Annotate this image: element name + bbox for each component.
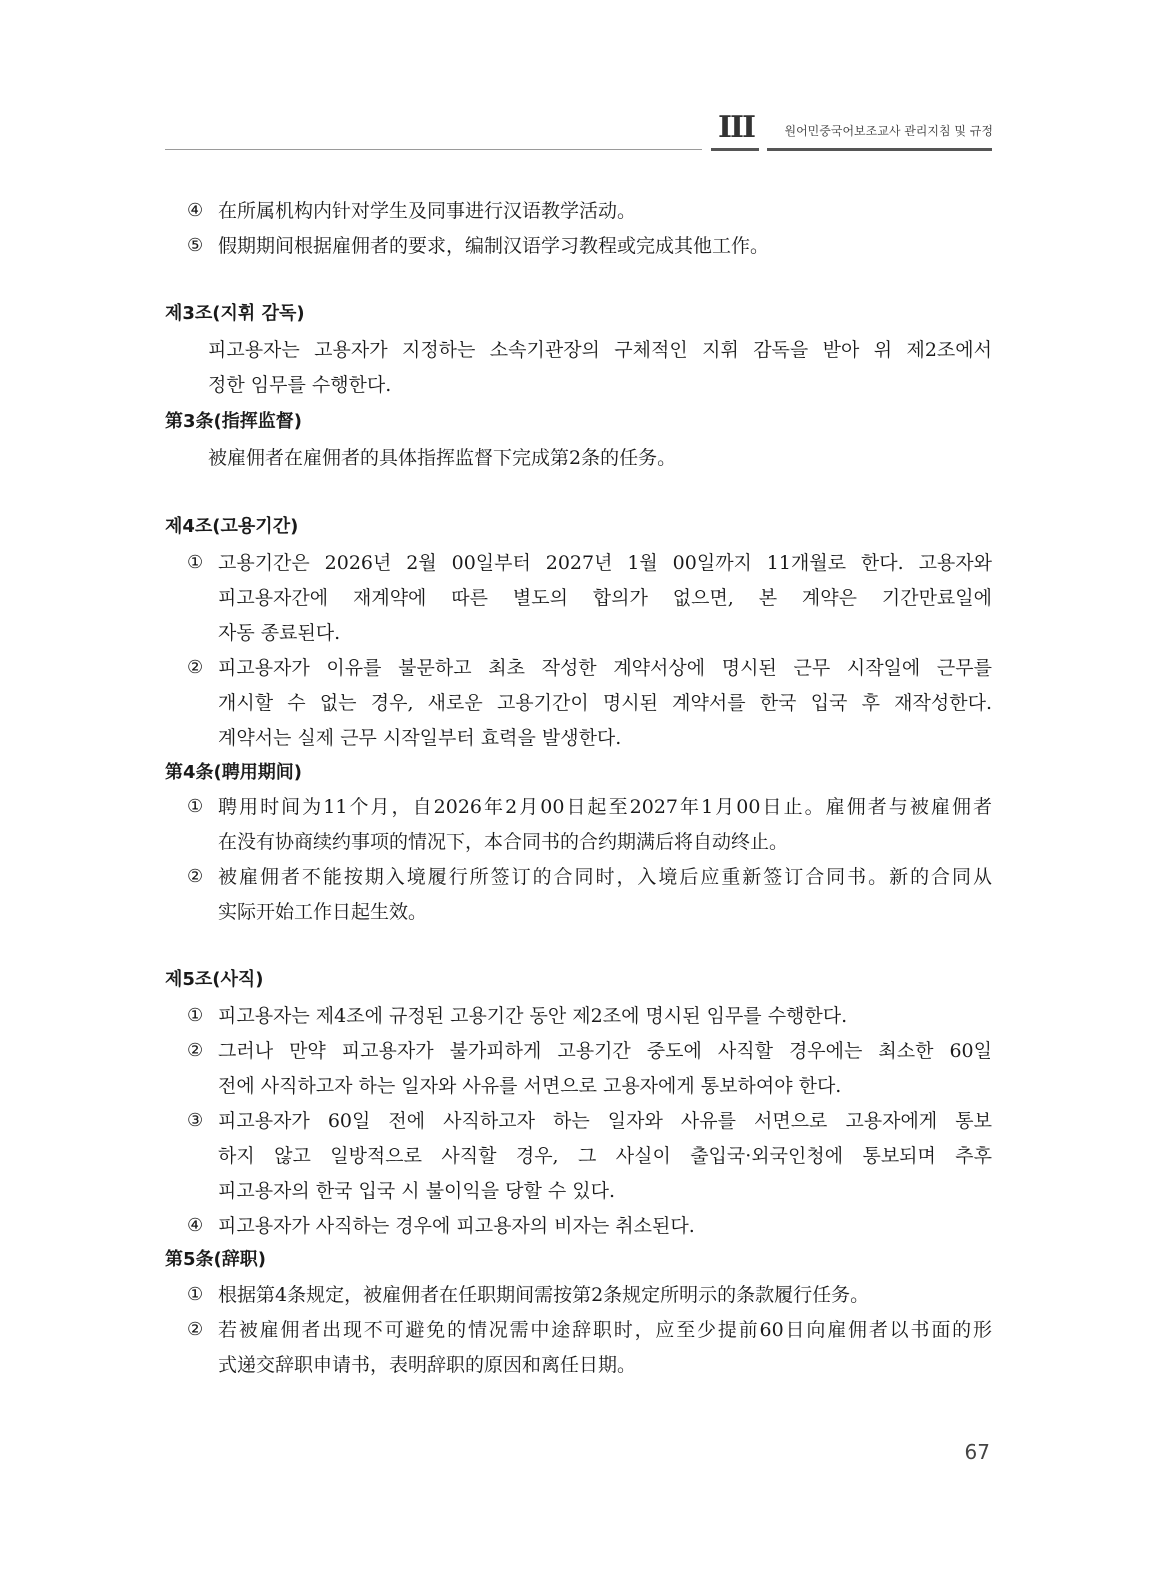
list-number: ① [187, 1005, 204, 1026]
article-5-heading-ko: 제5조(사직) [165, 969, 264, 990]
list-item-text: 在所属机构内针对学生及同事进行汉语教学活动。 [218, 200, 637, 222]
article-3-heading-ko: 제3조(지휘 감독) [165, 303, 305, 324]
article-3-text-ko: 피고용자는 고용자가 지정하는 소속기관장의 구체적인 지휘 감독을 받아 위 제2조에서 [208, 339, 992, 361]
section-number-rule [711, 148, 759, 151]
list-item-text: 피고용자의 한국 입국 시 불이익을 당할 수 있다. [218, 1180, 616, 1202]
list-number: ② [187, 1319, 204, 1340]
article-3-text-ko: 정한 임무를 수행한다. [208, 374, 392, 396]
list-item-text: 假期期间根据雇佣者的要求，编制汉语学习教程或完成其他工作。 [218, 235, 770, 257]
list-item-text: 피고용자는 제4조에 규정된 고용기간 동안 제2조에 명시된 임무를 수행한다. [218, 1005, 848, 1027]
article-3-text-zh: 被雇佣者在雇佣者的具体指挥监督下完成第2条的任务。 [208, 447, 677, 469]
article-4-heading-zh: 第4条(聘用期间) [165, 762, 302, 783]
list-item-text: 개시할 수 없는 경우, 새로운 고용기간이 명시된 계약서를 한국 입국 후 재작성한다. [218, 692, 992, 714]
list-item-text: 聘用时间为11个月，自2026年2月00日起至2027年1月00日止。雇佣者与被雇佣者 [218, 796, 992, 818]
section-number: III [717, 110, 755, 145]
list-number: ⑤ [187, 235, 204, 256]
list-number: ① [187, 552, 204, 573]
list-item-text: 그러나 만약 피고용자가 불가피하게 고용기간 중도에 사직할 경우에는 최소한 60일 [218, 1040, 992, 1062]
article-3-heading-zh: 第3条(指挥监督) [165, 411, 302, 432]
article-5-heading-zh: 第5条(辞职) [165, 1249, 266, 1270]
list-item-text: 式递交辞职申请书，表明辞职的原因和离任日期。 [218, 1354, 637, 1376]
list-item-text: 根据第4条规定，被雇佣者在任职期间需按第2条规定所明示的条款履行任务。 [218, 1284, 870, 1306]
list-item-text: 계약서는 실제 근무 시작일부터 효력을 발생한다. [218, 727, 622, 749]
list-item-text: 피고용자가 사직하는 경우에 피고용자의 비자는 취소된다. [218, 1215, 695, 1237]
list-item-text: 고용기간은 2026년 2월 00일부터 2027년 1월 00일까지 11개월로 한다. 고용자와 [218, 552, 992, 574]
list-item-text: 전에 사직하고자 하는 일자와 사유를 서면으로 고용자에게 통보하여야 한다. [218, 1075, 842, 1097]
list-number: ④ [187, 1215, 204, 1236]
list-item-text: 若被雇佣者出现不可避免的情况需中途辞职时，应至少提前60日向雇佣者以书面的形 [218, 1319, 992, 1341]
list-number: ② [187, 1040, 204, 1061]
page-number: 67 [964, 1440, 990, 1464]
running-header-title: 원어민중국어보조교사 관리지침 및 규정 [784, 124, 993, 138]
article-4-heading-ko: 제4조(고용기간) [165, 516, 299, 537]
list-number: ④ [187, 200, 204, 221]
list-item-text: 实际开始工作日起生效。 [218, 901, 428, 923]
list-item-text: 피고용자가 이유를 불문하고 최초 작성한 계약서상에 명시된 근무 시작일에 근무를 [218, 657, 992, 679]
header-rule-left [165, 149, 702, 150]
list-number: ① [187, 1284, 204, 1305]
list-number: ① [187, 796, 204, 817]
list-item-text: 在没有协商续约事项的情况下，本合同书的合约期满后将自动终止。 [218, 831, 789, 853]
list-item-text: 被雇佣者不能按期入境履行所签订的合同时，入境后应重新签订合同书。新的合同从 [218, 866, 992, 888]
header-rule-right [767, 148, 992, 151]
list-number: ② [187, 657, 204, 678]
list-item-text: 피고용자가 60일 전에 사직하고자 하는 일자와 사유를 서면으로 고용자에게 통보 [218, 1110, 992, 1132]
list-item-text: 피고용자간에 재계약에 따른 별도의 합의가 없으면, 본 계약은 기간만료일에 [218, 587, 992, 609]
list-number: ③ [187, 1110, 204, 1131]
list-item-text: 하지 않고 일방적으로 사직할 경우, 그 사실이 출입국·외국인청에 통보되며 추후 [218, 1145, 992, 1167]
list-number: ② [187, 866, 204, 887]
list-item-text: 자동 종료된다. [218, 622, 341, 644]
